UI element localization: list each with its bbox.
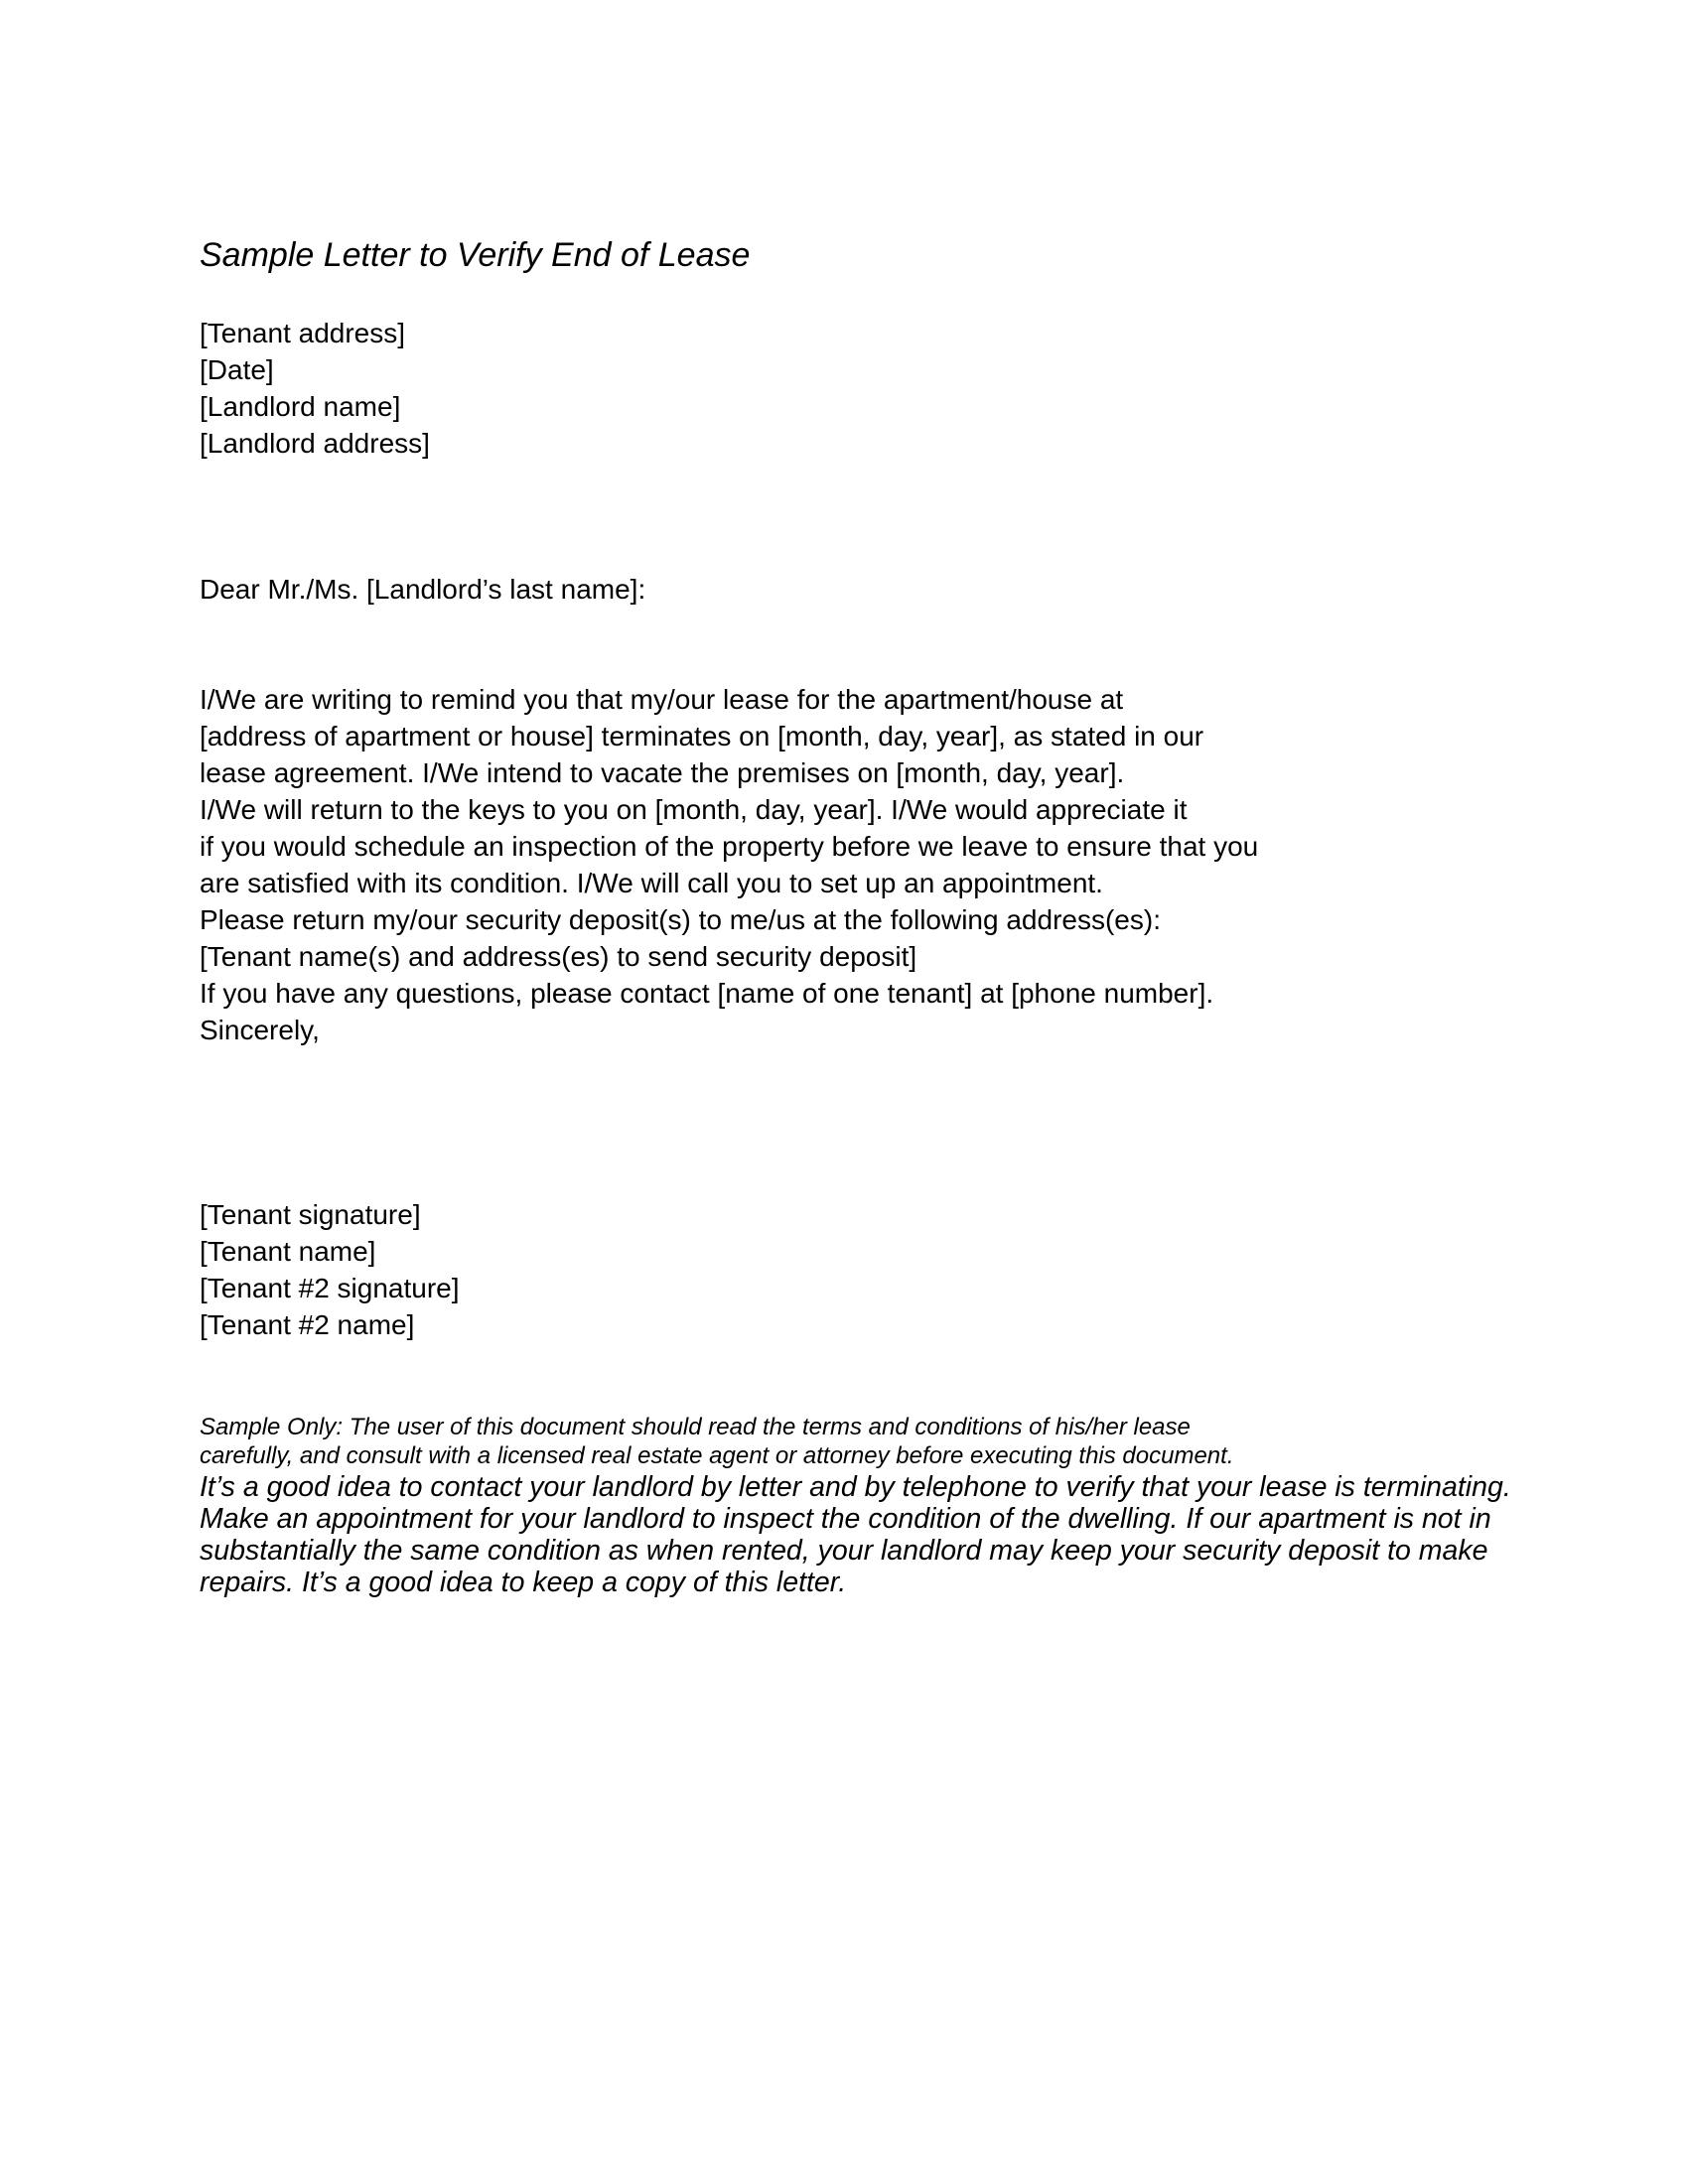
body-line: lease agreement. I/We intend to vacate the premises on [month, day, year]. xyxy=(200,757,1125,788)
disclaimer-line: Sample Only: The user of this document should read the terms and conditions of his/her lease xyxy=(200,1414,1191,1440)
landlord-name-line: [Landlord name] xyxy=(200,391,401,422)
body-line: if you would schedule an inspection of the property before we leave to ensure that you xyxy=(200,831,1259,862)
body-line: [Tenant name(s) and address(es) to send security deposit] xyxy=(200,941,917,972)
body-line: I/We will return to the keys to you on [month, day, year]. I/We would appreciate it xyxy=(200,794,1188,825)
closing: Sincerely, xyxy=(200,1015,320,1045)
disclaimer-line: carefully, and consult with a licensed real estate agent or attorney before executing this document. xyxy=(200,1442,1234,1469)
advice-line: Make an appointment for your landlord to inspect the condition of the dwelling. If our apartment is not in xyxy=(200,1503,1491,1535)
body-line: Please return my/our security deposit(s) to me/us at the following address(es): xyxy=(200,904,1161,935)
body-line: are satisfied with its condition. I/We will call you to set up an appointment. xyxy=(200,868,1103,898)
body-line: I/We are writing to remind you that my/our lease for the apartment/house at xyxy=(200,684,1124,715)
tenant-address-line: [Tenant address] xyxy=(200,318,406,348)
advice-line: substantially the same condition as when rented, your landlord may keep your security deposit to make xyxy=(200,1535,1488,1567)
tenant2-name-line: [Tenant #2 name] xyxy=(200,1309,415,1340)
document-title: Sample Letter to Verify End of Lease xyxy=(200,236,751,274)
landlord-address-line: [Landlord address] xyxy=(200,428,430,459)
body-line: If you have any questions, please contact [name of one tenant] at [phone number]. xyxy=(200,978,1214,1009)
advice-line: It’s a good idea to contact your landlord by letter and by telephone to verify that your lease is terminating. xyxy=(200,1471,1511,1503)
salutation: Dear Mr./Ms. [Landlord’s last name]: xyxy=(200,574,646,605)
tenant-name-line: [Tenant name] xyxy=(200,1236,376,1267)
tenant-signature-line: [Tenant signature] xyxy=(200,1199,421,1230)
tenant2-signature-line: [Tenant #2 signature] xyxy=(200,1273,460,1303)
advice-line: repairs. It’s a good idea to keep a copy of this letter. xyxy=(200,1567,847,1598)
body-line: [address of apartment or house] terminates on [month, day, year], as stated in our xyxy=(200,721,1204,751)
date-line: [Date] xyxy=(200,354,274,385)
